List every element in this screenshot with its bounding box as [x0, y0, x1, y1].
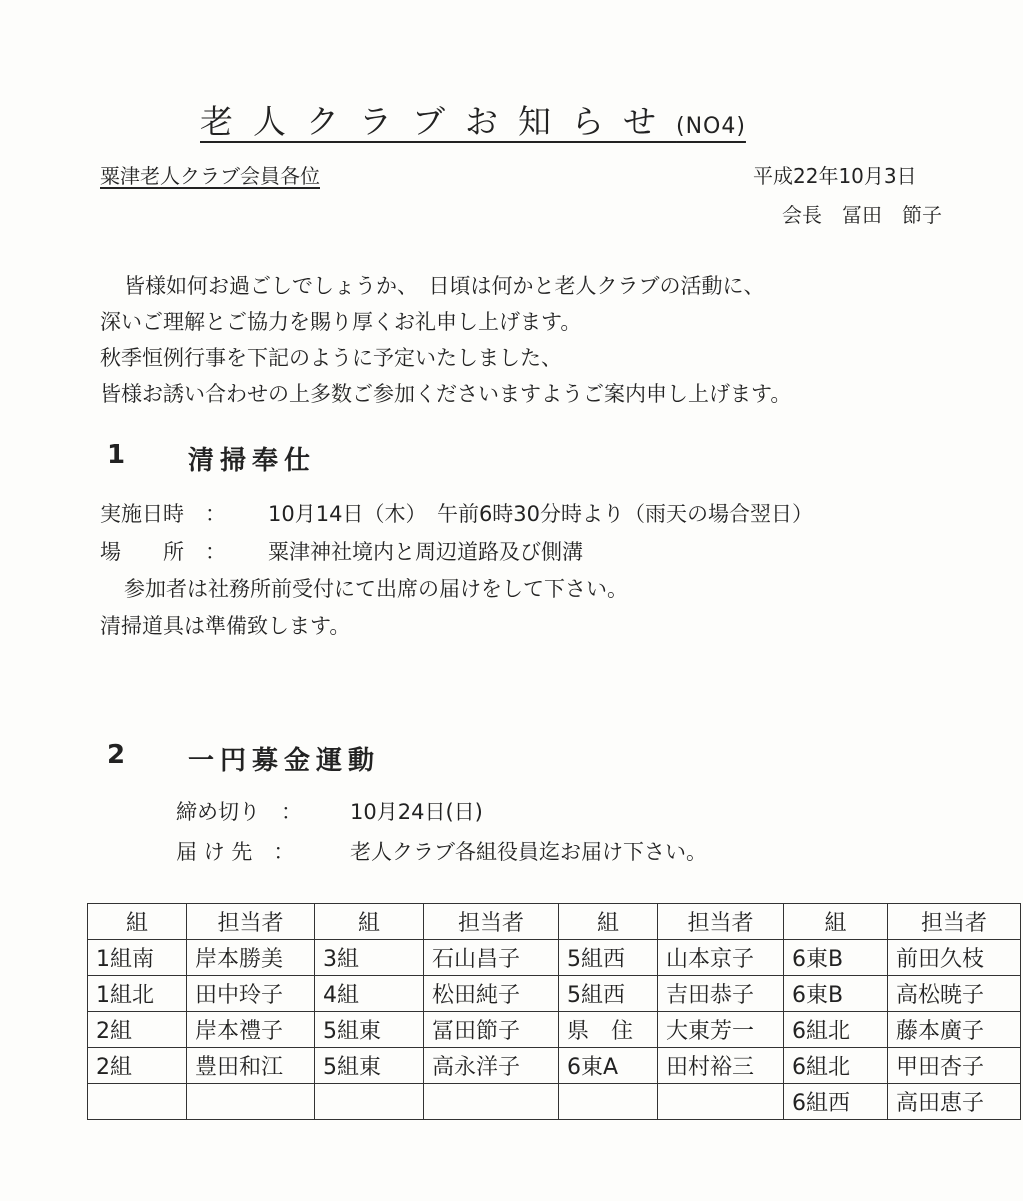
section1-note: 清掃道具は準備致します。 [100, 614, 351, 638]
person-cell: 田村裕三 [658, 1048, 784, 1084]
table-row [88, 1084, 1021, 1120]
intro-line: 深いご理解とご協力を賜り厚くお礼申し上げます。 [100, 310, 582, 334]
group-cell: 5組西 [559, 976, 658, 1012]
person-cell: 高松暁子 [888, 976, 1021, 1012]
title-text: 老人クラブお知らせ [200, 102, 677, 141]
person-cell: 田中玲子 [187, 976, 315, 1012]
title-number: (NO4) [676, 114, 746, 139]
group-cell: 6東A [559, 1048, 658, 1084]
person-cell [187, 1084, 315, 1120]
section1-datetime-value: 10月14日（木） 午前6時30分時より（雨天の場合翌日） [268, 502, 814, 526]
section1-number: 1 [107, 440, 132, 470]
group-cell: 5組東 [315, 1012, 424, 1048]
group-cell: 2組 [88, 1048, 187, 1084]
header-cell: 担当者 [424, 904, 559, 940]
section1-note: 参加者は社務所前受付にて出席の届けをして下さい。 [124, 577, 628, 601]
table-row [88, 1048, 1021, 1084]
group-cell: 6東B [784, 940, 888, 976]
group-cell [315, 1084, 424, 1120]
addressee: 粟津老人クラブ会員各位 [100, 164, 320, 188]
section2-destination-label: 届 け 先 ： [176, 840, 295, 864]
intro-line: 秋季恒例行事を下記のように予定いたしました、 [100, 346, 562, 370]
issue-date: 平成22年10月3日 [753, 164, 917, 188]
intro-line: 皆様如何お過ごしでしょうか、 日頃は何かと老人クラブの活動に、 [124, 274, 765, 298]
roster-table [87, 903, 1021, 1120]
person-cell [424, 1084, 559, 1120]
person-cell: 高永洋子 [424, 1048, 559, 1084]
header-cell: 組 [784, 904, 888, 940]
group-cell: 県 住 [559, 1012, 658, 1048]
table-row [88, 976, 1021, 1012]
group-cell: 5組西 [559, 940, 658, 976]
section2-number: 2 [107, 740, 132, 770]
person-cell: 山本京子 [658, 940, 784, 976]
section2-deadline-label: 締め切り ： [176, 800, 302, 824]
person-cell: 岸本勝美 [187, 940, 315, 976]
section2-deadline-value: 10月24日(日) [350, 800, 483, 824]
group-cell: 1組北 [88, 976, 187, 1012]
section1-datetime-label: 実施日時 ： [100, 502, 226, 526]
group-cell [88, 1084, 187, 1120]
section1-place-value: 粟津神社境内と周辺道路及び側溝 [268, 540, 583, 564]
table-row [88, 1012, 1021, 1048]
group-cell: 6組西 [784, 1084, 888, 1120]
section1-place-label: 場 所 ： [100, 540, 226, 564]
header-cell: 担当者 [187, 904, 315, 940]
table-header-row [88, 904, 1021, 940]
person-cell: 冨田節子 [424, 1012, 559, 1048]
person-cell: 豊田和江 [187, 1048, 315, 1084]
group-cell: 6組北 [784, 1012, 888, 1048]
person-cell: 高田恵子 [888, 1084, 1021, 1120]
intro-line: 皆様お誘い合わせの上多数ご参加くださいますようご案内申し上げます。 [100, 382, 792, 406]
header-cell: 組 [559, 904, 658, 940]
group-cell: 5組東 [315, 1048, 424, 1084]
person-cell: 大東芳一 [658, 1012, 784, 1048]
group-cell [559, 1084, 658, 1120]
group-cell: 3組 [315, 940, 424, 976]
section2-title: 一円募金運動 [188, 746, 381, 776]
group-cell: 4組 [315, 976, 424, 1012]
document-title [200, 96, 746, 143]
person-cell [658, 1084, 784, 1120]
group-cell: 6組北 [784, 1048, 888, 1084]
header-cell: 組 [315, 904, 424, 940]
header-cell: 担当者 [888, 904, 1021, 940]
header-cell: 担当者 [658, 904, 784, 940]
header-cell: 組 [88, 904, 187, 940]
intro-paragraph [100, 268, 791, 412]
person-cell: 岸本禮子 [187, 1012, 315, 1048]
person-cell: 前田久枝 [888, 940, 1021, 976]
person-cell: 吉田恭子 [658, 976, 784, 1012]
person-cell: 松田純子 [424, 976, 559, 1012]
section2-destination-value: 老人クラブ各組役員迄お届け下さい。 [350, 840, 707, 864]
section1-title: 清掃奉仕 [188, 446, 317, 476]
person-cell: 石山昌子 [424, 940, 559, 976]
group-cell: 2組 [88, 1012, 187, 1048]
person-cell: 甲田杏子 [888, 1048, 1021, 1084]
group-cell: 6東B [784, 976, 888, 1012]
table-row [88, 940, 1021, 976]
author: 会長 冨田 節子 [782, 203, 942, 227]
person-cell: 藤本廣子 [888, 1012, 1021, 1048]
group-cell: 1組南 [88, 940, 187, 976]
